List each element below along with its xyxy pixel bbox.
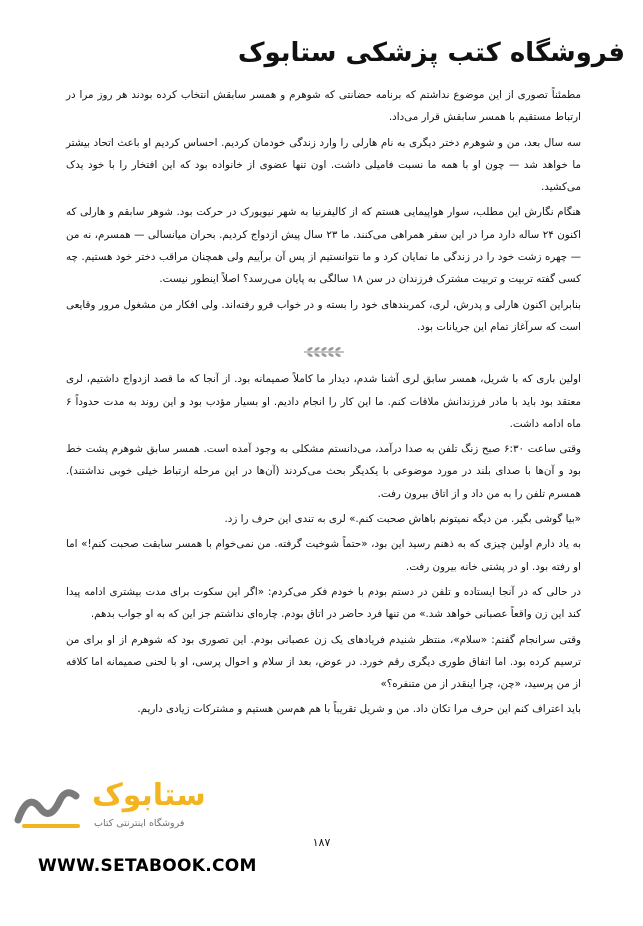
paragraph: باید اعتراف کنم این حرف مرا تکان داد. من و شریل تقریباً با هم هم‌سن هستیم و مشترکات زیادی داریم. [137, 703, 581, 716]
logo-wave-icon [14, 786, 84, 830]
paragraph: وقتی ساعت ۶:۳۰ صبح زنگ تلفن به صدا درآمد، می‌دانستم مشکلی به وجود آمده است. همسر سابق شوهرم پشت خط بود و آن‌ها با صدای بلند در مورد موضوعی با یکدیگر بحث می‌کردند (آن‌ها در این مرحله ارتباط خیلی خوبی نداشتند). همسرم تلفن را به من داد و از اتاق بیرون رفت. [66, 443, 582, 500]
setabook-logo [14, 776, 304, 838]
paragraph: «بیا گوشی بگیر. من دیگه نمیتونم باهاش صحبت کنم.» لری به تندی این حرف را زد. [224, 513, 581, 526]
logo-name: ستابوک [92, 778, 206, 813]
page-title: فروشگاه کتب پزشکی ستابوک [237, 38, 625, 68]
paragraph: هنگام نگارش این مطلب، سوار هواپیمایی هستم که از کالیفرنیا به شهر نیویورک در حرکت بود. شوهر سابقم و هارلی که اکنون ۲۴ ساله دارد مرا در این سفر همراهی می‌کنند. ما ۲۳ سال پیش ازدواج کردیم. بحران میانسالی — همسرم، نه من — چهره زشت خود را در زندگی ما نمایان کرد و ما نتوانستیم از پس آن برآییم ولی همچنان مراقب دختر خود هستیم. چه کسی گفته تربیت و تربیت مشترک فرزندان در سن ۱۸ سالگی به پایان می‌رسد؟ اصلاً اینطور نیست. [66, 206, 581, 286]
leaf-ornament-icon [302, 344, 346, 360]
paragraph: وقتی سرانجام گفتم: «سلام»، منتظر شنیدم فریادهای یک زن عصبانی بودم. این تصوری بود که شوهرم از او برای من ترسیم کرده بود. اما اتفاق طوری دیگری رقم خورد. در عوض، بعد از سلام و احوال پرسی، او با لحنی صمیمانه اما کلافه از من پرسید، «چن، چرا اینقدر از من متنفره؟» [66, 633, 581, 691]
paragraph: به یاد دارم اولین چیزی که به ذهنم رسید این بود، «حتماً شوخیت گرفته. من نمی‌خوام با همسر سابقت صحبت کنم!» اما او رفته بود. او در پشتی خانه بیرون رفت. [66, 538, 581, 573]
logo-subtitle: فروشگاه اینترنتی کتاب [94, 818, 185, 829]
paragraph: مطمئناً تصوری از این موضوع نداشتم که برنامه حضانتی که شوهرم و همسر سابقش انتخاب کرده بودند هر روز مرا در ارتباط مستقیم با همسر سابقش قرار می‌داد. [66, 89, 581, 124]
section-divider-ornament [66, 344, 581, 362]
paragraph: اولین باری که با شریل، همسر سابق لری آشنا شدم، دیدار ما کاملاً صمیمانه بود. از آنجا که ما قصد ازدواج داشتیم، لری معتقد بود باید با مادر فرزندانش ملاقات کنم. ما این کار را انجام دادیم. او بسیار مؤدب بود و این روند به مدت حدوداً ۶ ماه ادامه داشت. [66, 373, 581, 430]
page-number: ۱۸۷ [312, 836, 331, 849]
paragraph: در حالی که در آنجا ایستاده و تلفن در دستم بودم با خودم فکر می‌کردم: «اگر این سکوت برای مدت بیشتری ادامه پیدا کند این زن واقعاً عصبانی خواهد شد.» من تنها فرد حاضر در اتاق بودم. چاره‌ای نداشتم جز این که به او جواب بدهم. [66, 585, 581, 621]
website-url[interactable]: WWW.SETABOOK.COM [38, 856, 257, 876]
paragraph: سه سال بعد، من و شوهرم دختر دیگری به نام هارلی را وارد زندگی خودمان کردیم. احساس کردیم او باعث اتحاد بیشتر ما خواهد شد — چون او با همه ما نسبت فامیلی داشت. اون تنها عضوی از خانواده بود که این افتخار را با خود یدک می‌کشید. [66, 136, 581, 194]
book-body-text [66, 84, 581, 724]
paragraph: بنابراین اکنون هارلی و پدرش، لری، کمربندهای خود را بسته و در خواب فرو رفته‌اند. ولی افکار من مشغول مرور وقایعی است که سرآغاز تمام این جریانات بود. [66, 298, 581, 333]
